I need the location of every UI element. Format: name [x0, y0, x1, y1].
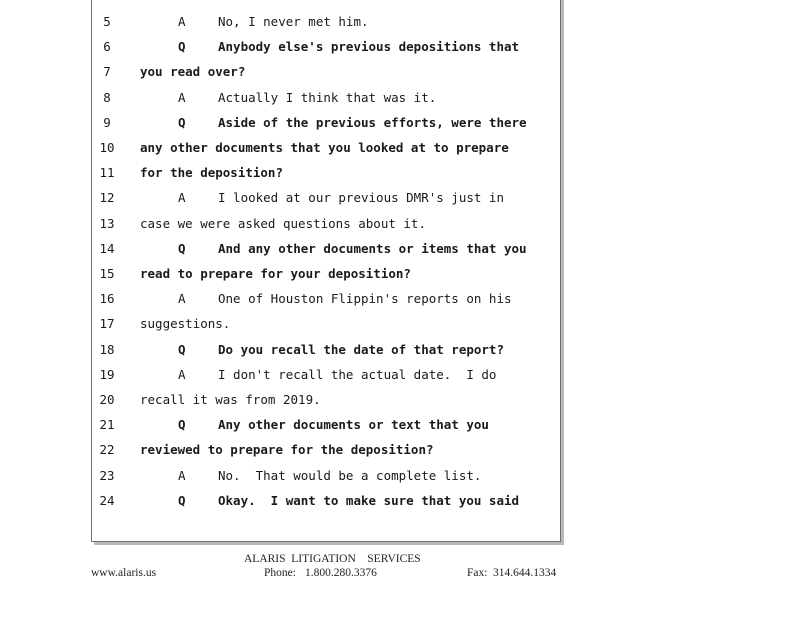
- transcript-line: [92, 135, 560, 160]
- transcript-line: [92, 412, 560, 437]
- line-number: 13: [99, 215, 115, 231]
- transcript-line: [92, 463, 560, 488]
- line-text: Anybody else's previous depositions that: [218, 39, 520, 55]
- line-text: reviewed to prepare for the deposition?: [140, 442, 434, 458]
- line-number: 7: [103, 64, 111, 80]
- line-text: Actually I think that was it.: [218, 89, 437, 105]
- line-text: recall it was from 2019.: [140, 392, 321, 407]
- transcript-line: [92, 286, 560, 311]
- line-text: I don't recall the actual date. I do: [218, 366, 497, 382]
- line-text: Do you recall the date of that report?: [218, 341, 504, 357]
- line-text: you read over?: [140, 64, 246, 80]
- line-number: 16: [99, 291, 115, 307]
- line-text: One of Houston Flippin's reports on his: [218, 291, 512, 307]
- speaker-label: Q: [178, 417, 186, 433]
- line-number: 20: [99, 392, 115, 407]
- line-text: suggestions.: [140, 316, 231, 332]
- transcript-line: [92, 9, 560, 34]
- transcript-line: [92, 236, 560, 261]
- line-number: 10: [99, 140, 115, 155]
- line-number: 15: [99, 266, 115, 281]
- transcript-line: [92, 211, 560, 236]
- footer-fax: 314.644.1334: [493, 567, 557, 579]
- line-number: 19: [99, 366, 115, 382]
- transcript-line: [92, 261, 560, 286]
- transcript-line: [92, 85, 560, 110]
- speaker-label: Q: [178, 492, 186, 508]
- line-text: case we were asked questions about it.: [140, 215, 426, 231]
- line-text: read to prepare for your deposition?: [140, 266, 411, 281]
- transcript-line: [92, 185, 560, 210]
- line-text: Any other documents or text that you: [218, 417, 489, 433]
- transcript-line: [92, 437, 560, 462]
- speaker-label: A: [178, 467, 186, 483]
- speaker-label: A: [178, 190, 186, 206]
- line-number: 23: [99, 467, 115, 483]
- footer-website[interactable]: www.alaris.us: [91, 567, 157, 579]
- line-text: And any other documents or items that you: [218, 240, 527, 256]
- line-number: 8: [103, 89, 111, 105]
- transcript-line: [92, 110, 560, 135]
- footer-company: ALARIS LITIGATION SERVICES: [244, 553, 421, 565]
- speaker-label: A: [178, 14, 186, 29]
- footer-phone-label: Phone:: [264, 567, 296, 579]
- speaker-label: Q: [178, 114, 186, 130]
- line-number: 21: [99, 417, 115, 433]
- line-text: for the deposition?: [140, 165, 283, 181]
- transcript-line: [92, 59, 560, 84]
- line-number: 6: [103, 39, 111, 55]
- footer-phone: 1.800.280.3376: [305, 567, 377, 579]
- transcript-line: [92, 337, 560, 362]
- transcript-line: [92, 362, 560, 387]
- line-number: 24: [99, 492, 115, 508]
- transcript-line: [92, 488, 560, 513]
- line-text: I looked at our previous DMR's just in: [218, 190, 504, 206]
- line-text: Aside of the previous efforts, were there: [218, 114, 527, 130]
- line-text: Okay. I want to make sure that you said: [218, 492, 520, 508]
- speaker-label: A: [178, 291, 186, 307]
- line-number: 18: [99, 341, 115, 357]
- footer-fax-label: Fax:: [467, 567, 488, 579]
- line-number: 22: [99, 442, 115, 458]
- line-text: No, I never met him.: [218, 14, 369, 29]
- line-number: 12: [99, 190, 115, 206]
- line-number: 5: [103, 14, 111, 29]
- transcript-line: [92, 34, 560, 59]
- line-number: 14: [99, 240, 115, 256]
- transcript-page: [91, 0, 561, 542]
- speaker-label: Q: [178, 39, 186, 55]
- speaker-label: A: [178, 366, 186, 382]
- line-text: any other documents that you looked at to prepare: [140, 140, 509, 155]
- speaker-label: Q: [178, 240, 186, 256]
- line-number: 11: [99, 165, 115, 181]
- transcript-line: [92, 160, 560, 185]
- line-number: 9: [103, 114, 111, 130]
- speaker-label: A: [178, 89, 186, 105]
- line-text: No. That would be a complete list.: [218, 467, 482, 483]
- line-number: 17: [99, 316, 115, 332]
- speaker-label: Q: [178, 341, 186, 357]
- transcript-line: [92, 311, 560, 336]
- transcript-line: [92, 387, 560, 412]
